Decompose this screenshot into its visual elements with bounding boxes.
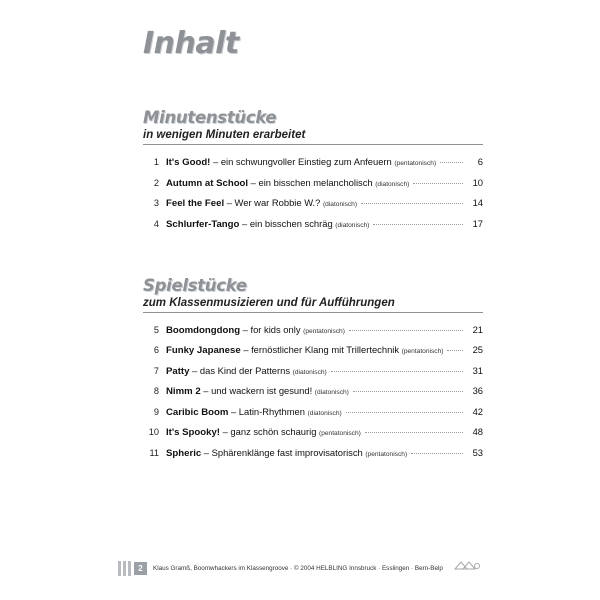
page-title: Inhalt [143, 26, 239, 61]
entry-tag: (diatonisch) [292, 368, 327, 376]
entry-text [166, 447, 407, 459]
entry-tag: (diatonisch) [307, 409, 342, 417]
page-footer [118, 559, 518, 578]
list-item[interactable] [143, 385, 483, 397]
entry-number: 11 [149, 447, 159, 458]
entry-page: 17 [472, 217, 483, 229]
entry-description: – Wer war Robbie W.? [224, 197, 323, 208]
entry-number: 2 [153, 177, 159, 188]
entry-list-2 [143, 324, 483, 459]
entry-description: – ein bisschen schräg [239, 217, 336, 229]
entry-tag: (diatonisch) [314, 389, 349, 396]
entry-number: 9 [153, 406, 159, 417]
list-item[interactable] [143, 177, 483, 189]
entry-tag: (pentatonisch) [394, 160, 437, 167]
entry-text [166, 156, 436, 168]
list-item[interactable] [143, 197, 483, 209]
list-item[interactable] [143, 324, 483, 336]
leader-dots [353, 391, 463, 392]
entry-tag: (diatonisch) [322, 201, 358, 208]
entry-page: 14 [472, 197, 483, 208]
entry-description: – Sphärenklänge fast improvisatorisch [201, 446, 366, 458]
entry-title: It's Spooky! [166, 427, 220, 438]
entry-tag: (pentatonisch) [401, 348, 444, 355]
helbling-logo-icon [453, 559, 483, 578]
leader-dots [349, 330, 463, 331]
entry-number: 5 [153, 324, 159, 335]
list-item[interactable] [143, 447, 483, 459]
list-item[interactable] [143, 156, 483, 168]
leader-dots [447, 350, 463, 351]
list-item[interactable] [143, 218, 483, 230]
entry-text [166, 324, 345, 336]
entry-page: 53 [472, 446, 483, 458]
entry-tag: (diatonisch) [335, 221, 370, 229]
entry-number: 1 [153, 157, 159, 167]
leader-dots [413, 183, 463, 184]
entry-page: 10 [472, 176, 483, 188]
leader-dots [373, 224, 463, 225]
leader-dots [440, 162, 463, 163]
entry-title: Nimm 2 [166, 386, 201, 397]
section-title: Minutenstücke [143, 108, 277, 127]
entry-number: 3 [153, 198, 159, 208]
section-divider [143, 144, 483, 145]
entry-page: 25 [472, 344, 483, 355]
entry-page: 48 [472, 426, 483, 437]
entry-number: 10 [148, 427, 159, 437]
entry-number: 4 [153, 218, 159, 229]
entry-tag: (diatonisch) [375, 180, 410, 188]
list-item[interactable] [143, 426, 483, 438]
entry-title: Autumn at School [166, 177, 249, 189]
entry-text [166, 197, 357, 209]
section-subtitle: in wenigen Minuten erarbeitet [143, 129, 306, 141]
entry-number: 6 [153, 345, 159, 355]
entry-title: Boomdongdong [166, 324, 241, 336]
entry-page: 36 [472, 385, 483, 396]
entry-description: – das Kind der Patterns [189, 364, 293, 376]
entry-text [166, 344, 443, 356]
entry-title: Schlurfer-Tango [166, 218, 240, 230]
section-title: Spielstücke [143, 275, 247, 295]
entry-description: – Latin-Rhythmen [228, 405, 308, 417]
entry-text [166, 385, 349, 397]
page-number: 2 [134, 562, 147, 575]
entry-title: Funky Japanese [166, 345, 241, 356]
entry-text [166, 406, 342, 418]
entry-title: Spheric [166, 447, 202, 459]
section-spielstuecke [143, 276, 483, 313]
leader-dots [346, 412, 463, 413]
leader-dots [331, 371, 463, 372]
leader-dots [361, 203, 463, 204]
entry-page: 6 [477, 156, 483, 167]
bar-decoration-icon [118, 561, 131, 576]
entry-description: – und wackern ist gesund! [200, 385, 315, 396]
entry-description: – ganz schön schaurig [220, 426, 320, 437]
entry-description: – ein schwungvoller Einstieg zum Anfeuern [210, 156, 395, 167]
entry-list-1 [143, 156, 483, 230]
entry-description: – fernöstlicher Klang mit Trillertechnik [240, 344, 402, 355]
entry-text [166, 426, 361, 438]
entry-description: – for kids only [240, 323, 304, 335]
entry-number: 8 [153, 386, 159, 396]
section-divider [143, 312, 483, 313]
section-subtitle: zum Klassenmusizieren und für Aufführungen [143, 296, 395, 309]
entry-number: 7 [153, 365, 159, 376]
leader-dots [411, 453, 463, 454]
table-of-contents [143, 108, 483, 475]
entry-description: – ein bisschen melancholisch [248, 176, 376, 188]
leader-dots [365, 432, 463, 433]
section-minutenstuecke [143, 108, 483, 145]
list-item[interactable] [143, 344, 483, 356]
entry-tag: (pentatonisch) [365, 450, 408, 458]
section-spacer [143, 246, 483, 276]
entry-page: 21 [472, 323, 483, 335]
entry-tag: (pentatonisch) [319, 430, 361, 437]
list-item[interactable] [143, 365, 483, 377]
list-item[interactable] [143, 406, 483, 418]
copyright-text: Klaus Gramß, Boomwhackers im Klassengroove · © 2004 HELBLING Innsbruck · Esslingen · Bern-Belp [153, 565, 443, 572]
entry-title: Feel the Feel [166, 198, 225, 209]
entry-title: Patty [166, 365, 190, 377]
entry-page: 31 [472, 364, 483, 376]
entry-title: Caribic Boom [166, 406, 229, 418]
entry-page: 42 [472, 405, 483, 417]
entry-text [166, 177, 409, 189]
entry-title: It's Good! [166, 157, 211, 168]
entry-text [166, 365, 327, 377]
entry-tag: (pentatonisch) [303, 327, 345, 335]
entry-text [166, 218, 369, 230]
